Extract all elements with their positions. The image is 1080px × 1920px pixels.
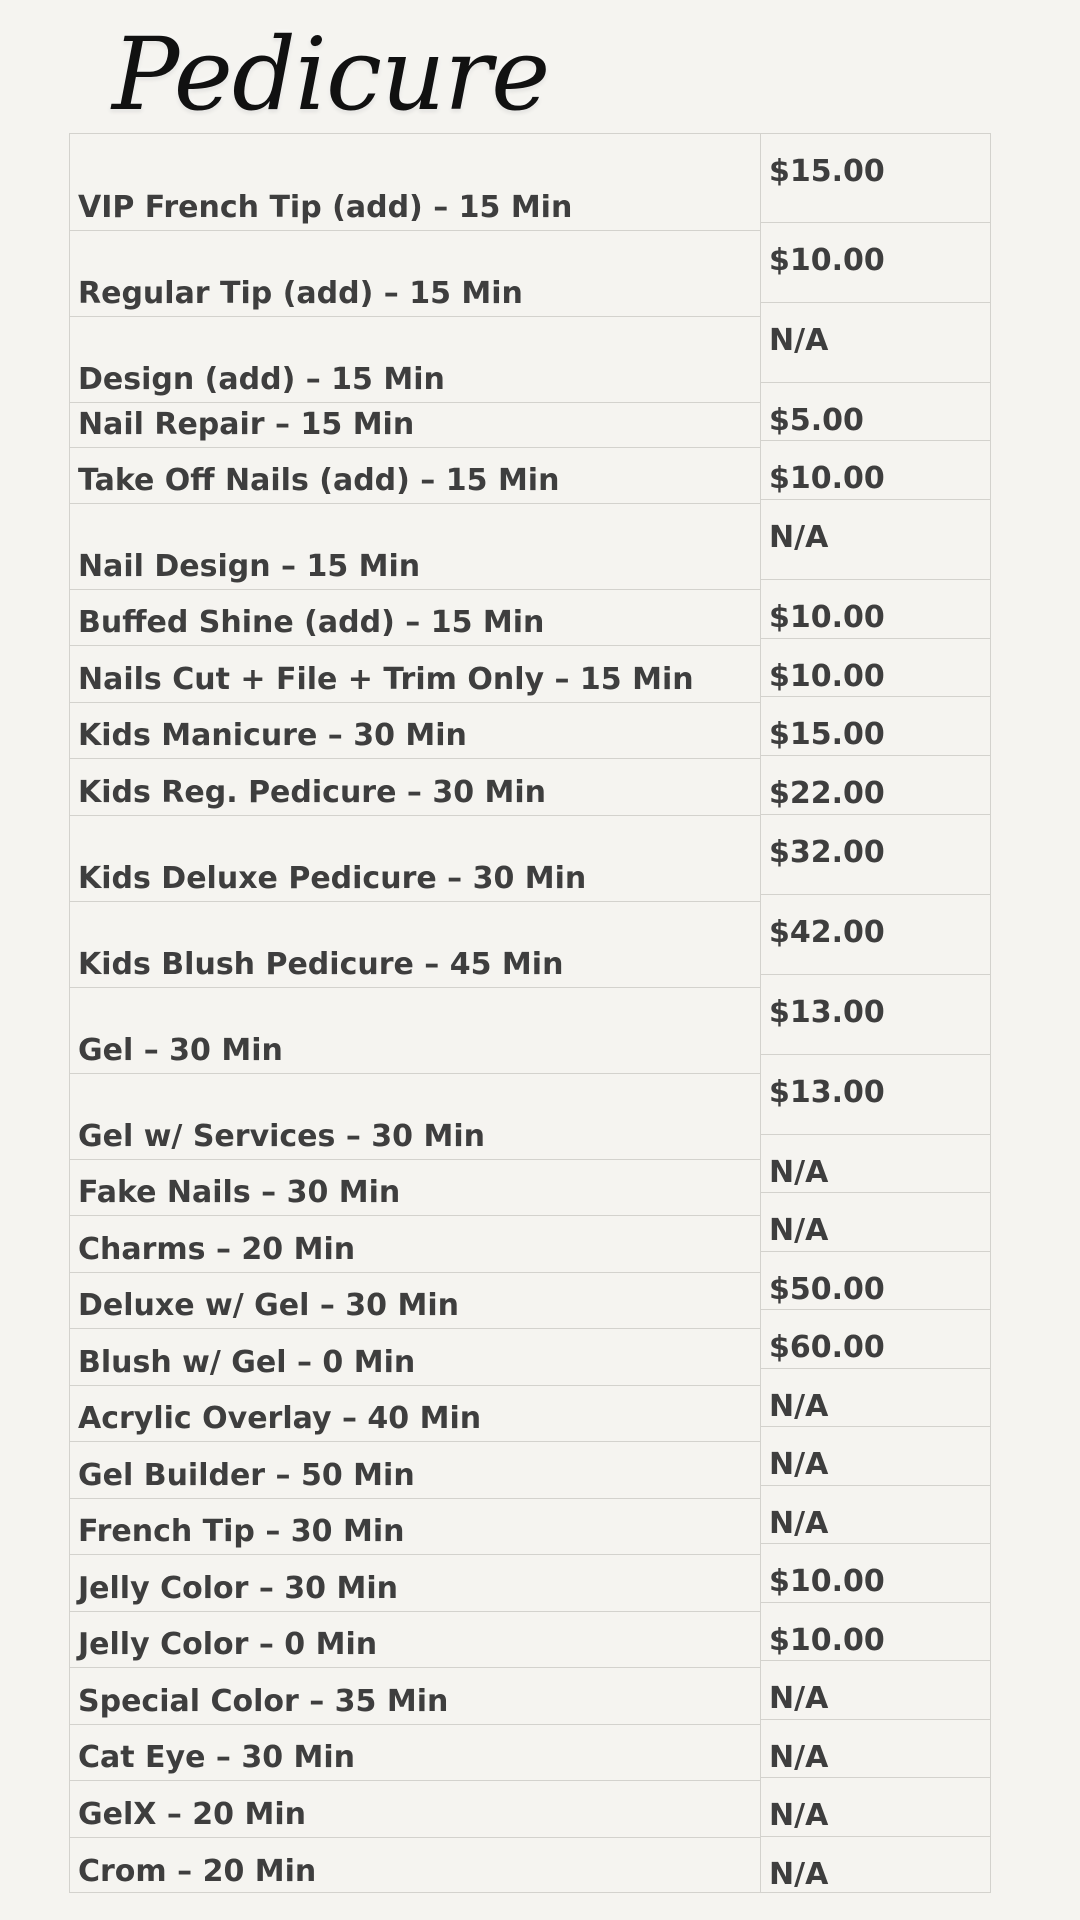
service-price: $15.00 xyxy=(769,154,885,189)
price-row xyxy=(761,974,990,1054)
service-row xyxy=(70,758,760,815)
service-row xyxy=(70,1215,760,1272)
price-row xyxy=(761,1836,990,1894)
service-price: $10.00 xyxy=(769,659,885,694)
service-row xyxy=(70,1385,760,1441)
service-price: $60.00 xyxy=(769,1330,885,1365)
page-title: Pedicure xyxy=(112,16,550,133)
service-price: $50.00 xyxy=(769,1272,885,1307)
service-name: Jelly Color – 0 Min xyxy=(78,1627,378,1662)
service-name: VIP French Tip (add) – 15 Min xyxy=(78,190,573,225)
service-price: $13.00 xyxy=(769,995,885,1030)
service-row xyxy=(70,645,760,702)
service-row xyxy=(70,815,760,901)
price-row xyxy=(761,302,990,382)
price-row xyxy=(761,1719,990,1777)
service-row xyxy=(70,1554,760,1611)
price-row xyxy=(761,440,990,499)
service-name: Special Color – 35 Min xyxy=(78,1684,449,1719)
price-row xyxy=(761,1485,990,1543)
price-row xyxy=(761,1660,990,1719)
service-row xyxy=(70,901,760,987)
service-name: Regular Tip (add) – 15 Min xyxy=(78,276,523,311)
service-name: GelX – 20 Min xyxy=(78,1797,306,1832)
service-name: Take Off Nails (add) – 15 Min xyxy=(78,463,560,498)
service-price: $10.00 xyxy=(769,1564,885,1599)
service-name: Nail Design – 15 Min xyxy=(78,549,421,584)
service-name: Kids Reg. Pedicure – 30 Min xyxy=(78,775,547,810)
price-row xyxy=(761,696,990,755)
price-row xyxy=(761,222,990,302)
service-name: Fake Nails – 30 Min xyxy=(78,1175,401,1210)
service-name: Design (add) – 15 Min xyxy=(78,362,445,397)
service-price: N/A xyxy=(769,520,829,555)
price-row xyxy=(761,1777,990,1836)
service-price: $10.00 xyxy=(769,600,885,635)
service-name: Acrylic Overlay – 40 Min xyxy=(78,1401,482,1436)
service-name: Cat Eye – 30 Min xyxy=(78,1740,356,1775)
prices-column xyxy=(760,133,991,1893)
price-row xyxy=(761,1426,990,1485)
service-price: N/A xyxy=(769,1506,829,1541)
service-price: $32.00 xyxy=(769,835,885,870)
services-column xyxy=(69,133,761,1893)
service-name: Gel – 30 Min xyxy=(78,1033,283,1068)
service-name: Blush w/ Gel – 0 Min xyxy=(78,1345,416,1380)
service-row xyxy=(70,1073,760,1159)
service-row xyxy=(70,1441,760,1498)
service-row xyxy=(70,316,760,402)
price-row xyxy=(761,638,990,696)
service-name: French Tip – 30 Min xyxy=(78,1514,405,1549)
service-name: Kids Deluxe Pedicure – 30 Min xyxy=(78,861,587,896)
service-row xyxy=(70,1724,760,1780)
price-row xyxy=(761,1602,990,1660)
service-row xyxy=(70,447,760,503)
service-price: N/A xyxy=(769,1447,829,1482)
service-row xyxy=(70,1780,760,1837)
service-name: Kids Manicure – 30 Min xyxy=(78,718,467,753)
price-row xyxy=(761,134,990,222)
service-row xyxy=(70,702,760,758)
service-row xyxy=(70,503,760,589)
price-row xyxy=(761,1543,990,1602)
service-name: Jelly Color – 30 Min xyxy=(78,1571,398,1606)
service-row xyxy=(70,230,760,316)
price-row xyxy=(761,1368,990,1426)
service-row xyxy=(70,987,760,1073)
price-row xyxy=(761,894,990,974)
price-row xyxy=(761,1251,990,1309)
service-price: N/A xyxy=(769,1389,829,1424)
service-price: $10.00 xyxy=(769,243,885,278)
service-price: N/A xyxy=(769,1740,829,1775)
service-price: N/A xyxy=(769,1155,829,1190)
price-row xyxy=(761,1054,990,1134)
price-row xyxy=(761,382,990,440)
service-name: Buffed Shine (add) – 15 Min xyxy=(78,605,545,640)
service-price: N/A xyxy=(769,1213,829,1248)
service-row xyxy=(70,1272,760,1328)
service-row xyxy=(70,1667,760,1724)
service-price: $10.00 xyxy=(769,461,885,496)
service-price: $10.00 xyxy=(769,1623,885,1658)
service-price: $13.00 xyxy=(769,1075,885,1110)
price-row xyxy=(761,579,990,638)
service-price: N/A xyxy=(769,323,829,358)
price-row xyxy=(761,499,990,579)
service-row xyxy=(70,589,760,645)
service-name: Deluxe w/ Gel – 30 Min xyxy=(78,1288,459,1323)
service-price: $42.00 xyxy=(769,915,885,950)
price-row xyxy=(761,1309,990,1368)
service-name: Kids Blush Pedicure – 45 Min xyxy=(78,947,564,982)
service-name: Nail Repair – 15 Min xyxy=(78,407,415,442)
service-price: N/A xyxy=(769,1798,829,1833)
service-price: N/A xyxy=(769,1857,829,1892)
price-row xyxy=(761,1134,990,1192)
service-row xyxy=(70,1159,760,1215)
service-row xyxy=(70,1328,760,1385)
price-row xyxy=(761,814,990,894)
service-price: $5.00 xyxy=(769,403,864,438)
service-row xyxy=(70,1611,760,1667)
service-price: $22.00 xyxy=(769,776,885,811)
service-price: $15.00 xyxy=(769,717,885,752)
price-row xyxy=(761,1192,990,1251)
service-name: Gel w/ Services – 30 Min xyxy=(78,1119,485,1154)
service-name: Nails Cut + File + Trim Only – 15 Min xyxy=(78,662,694,697)
service-name: Gel Builder – 50 Min xyxy=(78,1458,415,1493)
service-row xyxy=(70,1498,760,1554)
service-price: N/A xyxy=(769,1681,829,1716)
service-name: Crom – 20 Min xyxy=(78,1854,317,1889)
price-row xyxy=(761,755,990,814)
service-row xyxy=(70,1837,760,1894)
service-row xyxy=(70,402,760,447)
service-name: Charms – 20 Min xyxy=(78,1232,356,1267)
